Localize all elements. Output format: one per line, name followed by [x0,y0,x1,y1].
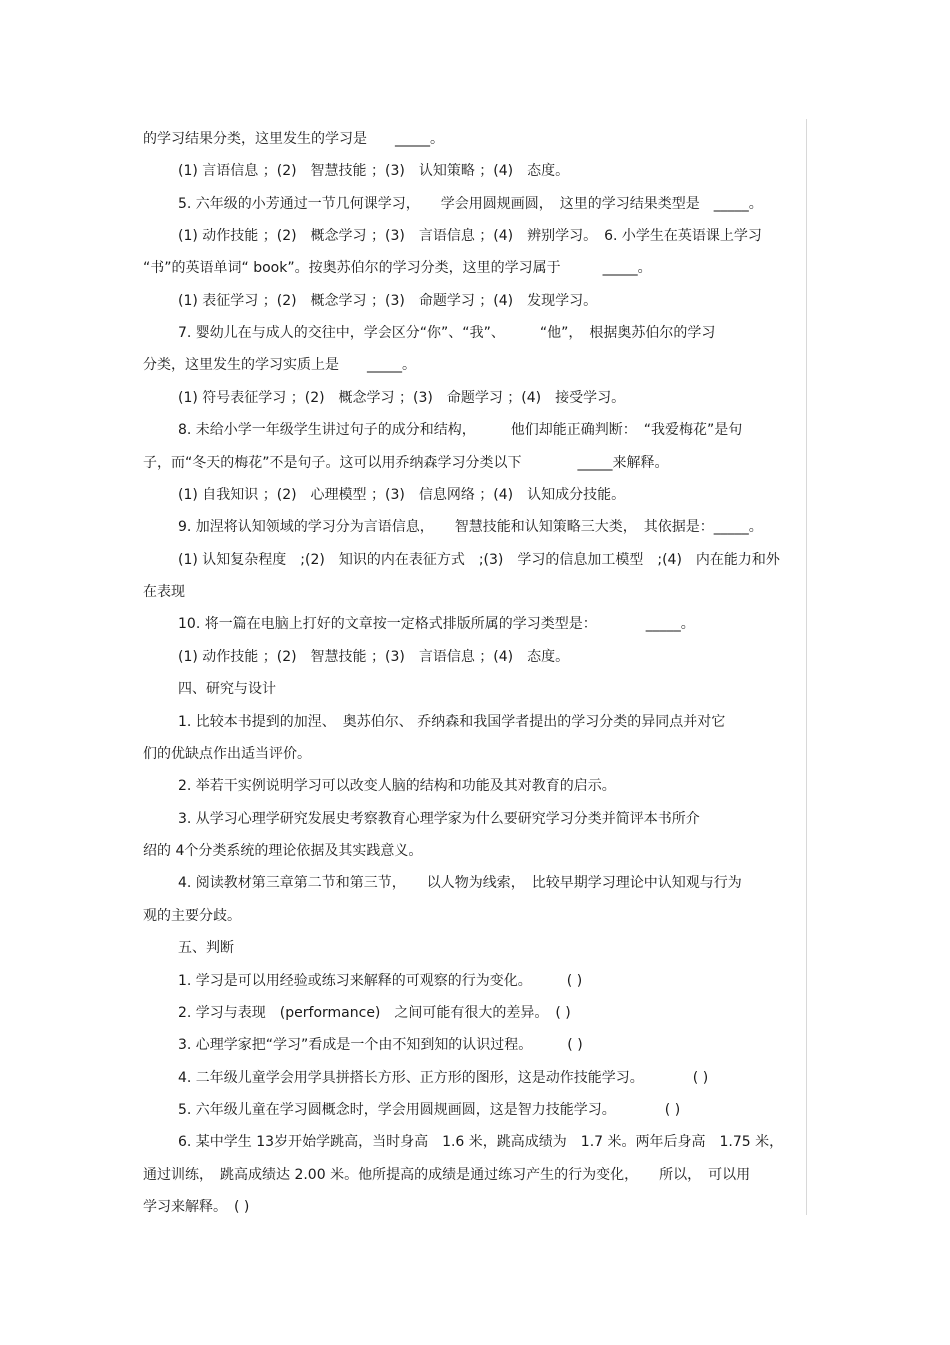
text-line: 10. 将一篇在电脑上打好的文章按一定格式排版所属的学习类型是： _____。 [178,616,695,632]
text-line: “书”的英语单词“ book”。按奥苏伯尔的学习分类，这里的学习属于 _____。 [143,260,652,276]
text-line: 4. 二年级儿童学会用学具拼搭长方形、正方形的图形，这是动作技能学习。 ( ) [178,1070,709,1086]
text-line: (1) 动作技能 ；(2) 智慧技能 ；(3) 言语信息 ；(4) 态度。 [178,649,570,665]
text-line: (1) 表征学习 ；(2) 概念学习 ；(3) 命题学习 ；(4) 发现学习。 [178,293,598,309]
text-line: 8. 未给小学一年级学生讲过句子的成分和结构， 他们却能正确判断： “我爱梅花”是句 [178,422,743,438]
text-line: (1) 言语信息 ；(2) 智慧技能 ；(3) 认知策略 ；(4) 态度。 [178,163,570,179]
text-line: 4. 阅读教材第三章第二节和第三节， 以人物为线索， 比较早期学习理论中认知观与行为 [178,875,742,891]
text-line: 2. 举若干实例说明学习可以改变人脑的结构和功能及其对教育的启示。 [178,778,616,794]
text-line: 在表现 [143,584,185,600]
text-line: (1) 自我知识 ；(2) 心理模型 ；(3) 信息网络 ；(4) 认知成分技能。 [178,487,626,503]
text-line: 3. 从学习心理学研究发展史考察教育心理学家为什么要研究学习分类并简评本书所介 [178,811,700,827]
text-line: 1. 学习是可以用经验或练习来解释的可观察的行为变化。 ( ) [178,973,583,989]
text-line: (1) 认知复杂程度 ;(2) 知识的内在表征方式 ;(3) 学习的信息加工模型 ;(4) 内在能力和外 [178,552,780,568]
text-line: 1. 比较本书提到的加涅、 奥苏伯尔、 乔纳森和我国学者提出的学习分类的异同点并对它 [178,714,726,730]
text-line: 通过训练， 跳高成绩达 2.00 米。他所提高的成绩是通过练习产生的行为变化， 所以， 可以用 [143,1167,751,1183]
text-line: (1) 动作技能 ；(2) 概念学习 ；(3) 言语信息 ；(4) 辨别学习。 6. 小学生在英语课上学习 [178,228,762,244]
text-line: 们的优缺点作出适当评价。 [143,746,311,762]
section-heading: 四、研究与设计 [178,681,276,697]
text-line: 观的主要分歧。 [143,908,241,924]
text-line: 分类，这里发生的学习实质上是 _____。 [143,357,416,373]
text-line: 的学习结果分类，这里发生的学习是 _____。 [143,131,444,147]
text-line: 7. 婴幼儿在与成人的交往中，学会区分“你”、“我”、 “他”， 根据奥苏伯尔的学习 [178,325,716,341]
text-line: 学习来解释。 ( ) [143,1199,250,1215]
section-heading: 五、判断 [178,940,234,956]
text-line: 2. 学习与表现 (performance) 之间可能有很大的差异。 ( ) [178,1005,571,1021]
page-border [806,119,807,1215]
text-line: 子，而“冬天的梅花”不是句子。这可以用乔纳森学习分类以下 _____来解释。 [143,455,669,471]
text-line: 3. 心理学家把“学习”看成是一个由不知到知的认识过程。 ( ) [178,1037,583,1053]
text-line: (1) 符号表征学习 ；(2) 概念学习 ；(3) 命题学习 ；(4) 接受学习。 [178,390,626,406]
text-line: 5. 六年级儿童在学习圆概念时，学会用圆规画圆，这是智力技能学习。 ( ) [178,1102,681,1118]
text-line: 9. 加涅将认知领域的学习分为言语信息， 智慧技能和认知策略三大类， 其依据是：_____。 [178,519,763,535]
text-line: 绍的 4个分类系统的理论依据及其实践意义。 [143,843,423,859]
text-line: 5. 六年级的小芳通过一节几何课学习， 学会用圆规画圆， 这里的学习结果类型是 _____。 [178,196,763,212]
text-line: 6. 某中学生 13岁开始学跳高，当时身高 1.6 米，跳高成绩为 1.7 米。两年后身高 1.75 米， [178,1134,784,1150]
